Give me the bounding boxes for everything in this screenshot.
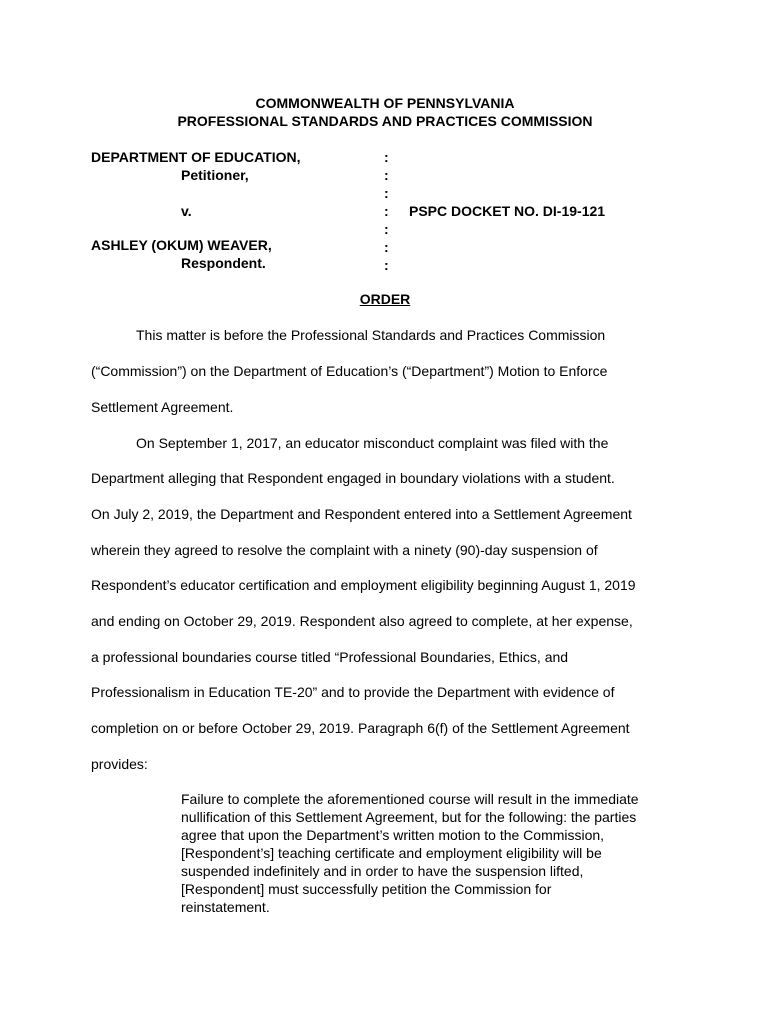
quote-line: agree that upon the Department’s written motion to the Commission, [181, 827, 605, 843]
quote-line: suspended indefinitely and in order to have the suspension lifted, [181, 863, 584, 879]
body-text-line: Department alleging that Respondent engaged in boundary violations with a student. [91, 470, 615, 486]
caption-colon: : [384, 239, 389, 255]
quote-line: [Respondent’s] teaching certificate and employment eligibility will be [181, 845, 602, 861]
respondent-name: ASHLEY (OKUM) WEAVER, [91, 237, 272, 253]
order-title: ORDER [359, 291, 411, 307]
heading-commission: PROFESSIONAL STANDARDS AND PRACTICES COMMISSION [177, 113, 593, 129]
body-text-line: This matter is before the Professional Standards and Practices Commission [136, 327, 606, 343]
body-text-line: a professional boundaries course titled “Professional Boundaries, Ethics, and [91, 649, 569, 665]
quote-line: reinstatement. [181, 899, 270, 915]
quote-line: Failure to complete the aforementioned course will result in the immediate [181, 791, 639, 807]
respondent-role: Respondent. [181, 255, 266, 271]
body-text-line: Respondent’s educator certification and employment eligibility beginning August 1, 2019 [91, 577, 636, 593]
body-text-line: Professionalism in Education TE-20” and to provide the Department with evidence of [91, 684, 615, 700]
caption-colon: : [384, 221, 389, 237]
caption-colon: : [384, 203, 389, 219]
body-text-line: and ending on October 29, 2019. Respondent also agreed to complete, at her expense, [91, 613, 633, 629]
body-text-line: provides: [91, 756, 148, 772]
body-text-line: completion on or before October 29, 2019. Paragraph 6(f) of the Settlement Agreement [91, 720, 630, 736]
caption-colon: : [384, 257, 389, 273]
caption-colon: : [384, 149, 389, 165]
caption-colon: : [384, 167, 389, 183]
petitioner-role: Petitioner, [181, 167, 249, 183]
heading-commonwealth: COMMONWEALTH OF PENNSYLVANIA [255, 95, 515, 111]
caption-colon: : [384, 185, 389, 201]
quote-line: [Respondent] must successfully petition the Commission for [181, 881, 552, 897]
body-text-line: Settlement Agreement. [91, 399, 234, 415]
versus-label: v. [181, 203, 192, 219]
docket-number: PSPC DOCKET NO. DI-19-121 [409, 203, 606, 219]
body-text-line: (“Commission”) on the Department of Education’s (“Department”) Motion to Enforce [91, 363, 608, 379]
petitioner-name: DEPARTMENT OF EDUCATION, [91, 149, 301, 165]
body-text-line: wherein they agreed to resolve the complaint with a ninety (90)-day suspension of [91, 542, 598, 558]
body-text-line: On July 2, 2019, the Department and Respondent entered into a Settlement Agreement [91, 506, 632, 522]
body-text-line: On September 1, 2017, an educator misconduct complaint was filed with the [136, 435, 609, 451]
quote-line: nullification of this Settlement Agreement, but for the following: the parties [181, 809, 637, 825]
